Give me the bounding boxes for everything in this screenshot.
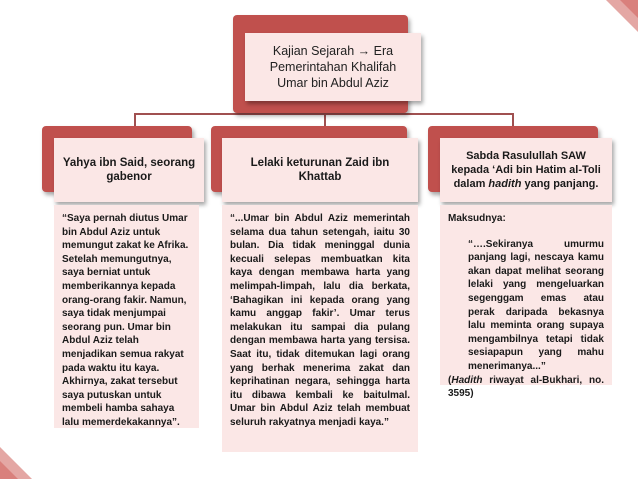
root-node [245, 33, 421, 101]
corner-ornament-top-right [598, 0, 638, 40]
arrow-right-icon: → [357, 44, 371, 58]
branch-detail-1: “Saya pernah diutus Umar bin Abdul Aziz untuk memungut zakat ke Afrika. Setelah memungutnya, saya berniat untuk memberikannya kepada orang-orang fakir. Namun, saya tidak menjumpai seorang pun. Umar bin Abdul Aziz telah menjadikan semua rakyat pada waktu itu kaya. Akhirnya, zakat tersebut saya putuskan untuk membeli hamba sahaya lalu memerdekakannya”. [54, 205, 199, 428]
branch-title-3-subline: kepada ‘Adi bin Hatim al-Toli dalam hadith yang panjang. [451, 164, 601, 190]
root-title-line2: Pemerintahan Khalifah [269, 60, 397, 74]
corner-ornament-bottom-left [0, 439, 40, 479]
branch-title-1: Yahya ibn Said, seorang gabenor [54, 138, 204, 202]
detail-3-source: (Hadith riwayat al-Bukhari, no. 3595) [448, 374, 604, 400]
branch-detail-2: “...Umar bin Abdul Aziz memerintah selama dua tahun setengah, iaitu 30 bulan. Dia tidak meninggal dunia kecuali selepas membuatkan kita kaya dengan membawa harta yang melimpah-limpah, lalu dia berkata, ‘Bahagikan ini kepada orang yang kamu anggap fakir’. Umar terus melakukan itu sampai dia pulang dengan membawa harta yang tersisa. Saat itu, tidak ditemukan lagi orang yang berhak menerima zakat dan keprihatinan negara, sehingga harta itu dibawa kembali ke baitulmal. Umar bin Abdul Aziz telah membuat seluruh rakyatnya menjadi kaya.” [222, 205, 418, 452]
detail-3-quote: “….Sekiranya umurmu panjang lagi, nescaya kamu akan dapat melihat seorang lelaki yang mengeluarkan segenggam emas atau perak daripada bekasnya lalu meminta orang supaya mengambilnya tetapi tidak sesiapapun yang mahu menerimanya...” [468, 238, 604, 372]
detail-3-heading: Maksudnya: [448, 213, 506, 224]
branch-title-2: Lelaki keturunan Zaid ibn Khattab [222, 138, 418, 202]
root-title-line3: Umar bin Abdul Aziz [277, 76, 389, 90]
root-title-line1: Kajian Sejarah → Era [272, 44, 394, 58]
connector-horizontal [134, 113, 514, 115]
branch-title-3: Sabda Rasulullah SAW kepada ‘Adi bin Hatim al-Toli dalam hadith yang panjang. [440, 138, 612, 202]
branch-detail-3 [440, 205, 612, 400]
